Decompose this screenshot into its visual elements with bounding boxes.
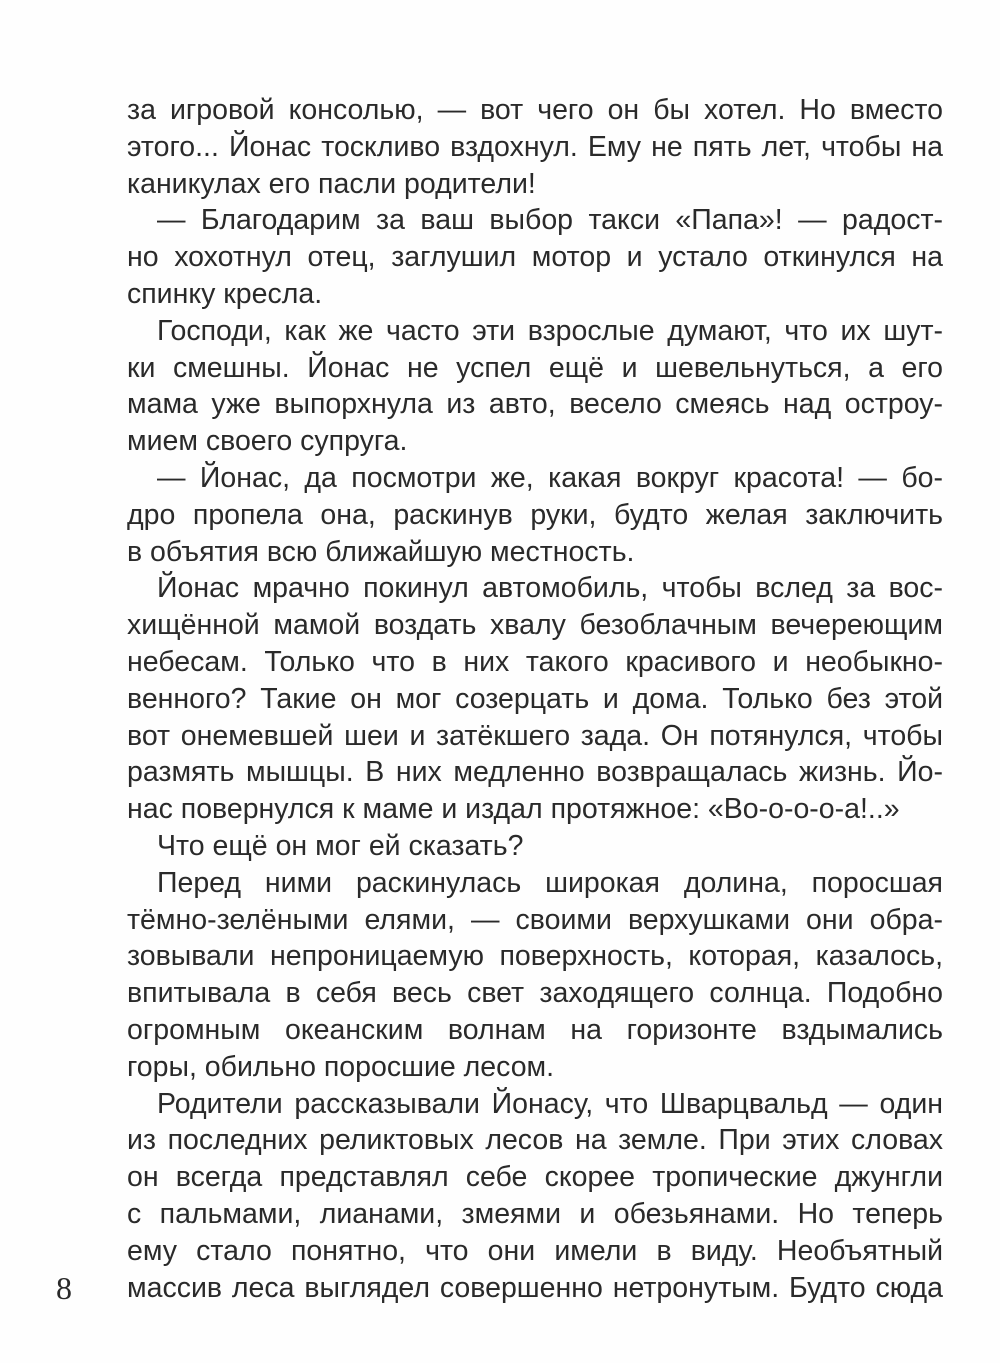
text-line: Перед ними раскинулась широкая долина, поросшая (157, 866, 943, 899)
text-line: с пальмами, лианами, змеями и обезьянами. Но теперь (127, 1197, 943, 1230)
text-line: Господи, как же часто эти взрослые думают, что их шут- (157, 314, 943, 347)
text-line: небесам. Только что в них такого красивого и необыкно- (127, 645, 943, 678)
text-line: в объятия всю ближайшую местность. (127, 535, 635, 568)
text-line: этого... Йонас тоскливо вздохнул. Ему не пять лет, чтобы на (127, 130, 943, 163)
text-line: он всегда представлял себе скорее тропические джунгли (127, 1161, 943, 1194)
text-line: хищённой мамой воздать хвалу безоблачным вечереющим (127, 609, 943, 642)
text-line: массив леса выглядел совершенно нетронутым. Будто сюда (127, 1271, 943, 1304)
text-line: нас повернулся к маме и издал протяжное: «Во-о-о-о-а!..» (127, 793, 900, 826)
text-line: спинку кресла. (127, 277, 323, 310)
text-line: размять мышцы. В них медленно возвращалась жизнь. Йо- (127, 756, 943, 789)
text-line: огромным океанским волнам на горизонте вздымались (127, 1013, 943, 1046)
text-line: мама уже выпорхнула из авто, весело смеясь над остроу- (127, 388, 943, 421)
text-line: тёмно-зелёными елями, — своими верхушками они обра- (127, 903, 943, 936)
text-line: зовывали непроницаемую поверхность, которая, казалось, (127, 940, 943, 973)
text-line: Родители рассказывали Йонасу, что Шварцвальд — один (157, 1087, 943, 1120)
text-line: из последних реликтовых лесов на земле. При этих словах (127, 1124, 943, 1157)
text-line: но хохотнул отец, заглушил мотор и устало откинулся на (127, 241, 943, 274)
text-line: — Йонас, да посмотри же, какая вокруг красота! — бо- (157, 461, 943, 494)
text-line: ки смешны. Йонас не успел ещё и шевельнуться, а его (127, 351, 943, 384)
text-line: венного? Такие он мог созерцать и дома. Только без этой (127, 682, 943, 715)
text-line: мием своего супруга. (127, 425, 408, 458)
text-line: ему стало понятно, что они имели в виду. Необъятный (127, 1234, 943, 1267)
text-line: впитывала в себя весь свет заходящего солнца. Подобно (127, 977, 943, 1010)
page-number: 8 (56, 1270, 72, 1306)
text-line: за игровой консолью, — вот чего он бы хотел. Но вместо (127, 94, 943, 126)
text-line: каникулах его пасли родители! (127, 167, 536, 200)
text-line: — Благодарим за ваш выбор такси «Папа»! — радост- (157, 204, 943, 237)
text-line: Йонас мрачно покинул автомобиль, чтобы вслед за вос- (157, 572, 943, 605)
text-line: вот онемевшей шеи и затёкшего зада. Он потянулся, чтобы (127, 719, 943, 752)
text-line: горы, обильно поросшие лесом. (127, 1050, 555, 1083)
body-text (127, 92, 943, 1306)
text-line: Что ещё он мог ей сказать? (157, 829, 524, 862)
text-line: дро пропела она, раскинув руки, будто желая заключить (127, 498, 943, 531)
